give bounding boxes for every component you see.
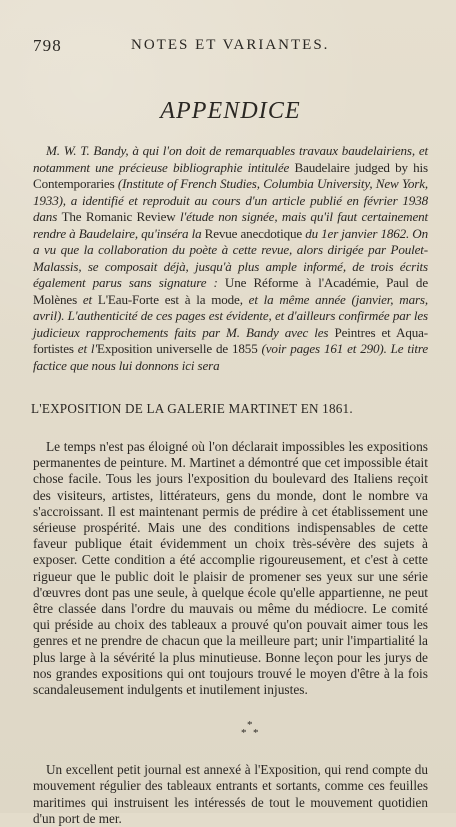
appendix-title: APPENDICE: [160, 98, 301, 124]
intro-work-title-2: L'Eau-Forte est à la mode: [97, 291, 240, 307]
intro-journal-title: The Romanic Review: [61, 209, 176, 224]
article-title: L'EXPOSITION DE LA GALERIE MARTINET EN 1861.: [31, 401, 353, 416]
intro-work-title-3: Peintres et Aqua-fortistes: [33, 324, 428, 356]
article-paragraph: Le temps n'est pas éloigné où l'on déclarait impossibles les expositions permanentes de peinture. M. Martinet a démontré que cet impossible était chose facile. Tous les jours l'exposition du boulevard des Italiens reçoit des visiteurs, artistes, littérateurs, gens du monde, dont le nombre va s'accroissant. Il est maintenant permis de prédire à cet établissement une sérieuse prospérité. Mais une des conditions indispensables de cette faveur publique était évidemment un choix très-sévère des sujets à exposer. Cette condition a été accomplie rigoureusement, et c'est à cette rigueur que le public doit le plaisir de promener ses yeux sur une série d'œuvres dont pas une seule, à quelque école qu'elle appartienne, ne peut être classée dans l'ordre du mauvais ou même du médiocre. Le comité qui préside au choix des tableaux a prouvé qu'on pouvait aimer tous les genres et ne prendre de chacun que la meilleure part; unir l'impartialité la plus large à la sévérité la plus minutieuse. Bonne leçon pour les jurys de nos grandes expositions qui ont toujours trouvé le moyen d'être à la fois scandaleusement indulgents et inutilement injustes.: [33, 439, 428, 698]
intro-paragraph: [33, 143, 428, 374]
intro-book-title: Baudelaire judged by his Contemporaries: [33, 159, 428, 191]
intro-text-2: (Institute of French Studies, Columbia University, New York, 1933), a identifié et reproduit au cours d'un article publié en février 1938 dans: [33, 176, 428, 224]
separator-star-right: *: [253, 727, 259, 740]
intro-revue-title: Revue anecdotique: [204, 225, 303, 241]
intro-work-title-4: Exposition universelle de 1855: [97, 341, 258, 356]
page-number: 798: [33, 36, 62, 55]
intro-text-6: , et la même année (janvier, mars, avril). L'authenticité de ces pages est évidente, et d'ailleurs confirmée par les judicieux rapprochements faits par M. Bandy avec les: [33, 291, 428, 340]
followup-paragraph: Un excellent petit journal est annexé à l'Exposition, qui rend compte du mouvement régulier des tableaux entrants et sortants, comme ces feuilles maritimes qui instruisent les intéressés de tout le mouvement quotidien d'un port de mer.: [33, 762, 428, 826]
separator-star-top: *: [247, 719, 253, 732]
intro-text-5: et: [77, 291, 98, 307]
intro-text-1: M. W. T. Bandy, à qui l'on doit de remarquables travaux baudelairiens, et notamment une précieuse bibliographie intitulée: [33, 143, 428, 175]
followup-section: [33, 762, 428, 827]
appendix-intro: [33, 143, 428, 374]
intro-text-8: (voir pages 161 et 290). Le titre factice que nous lui donnons ici sera: [33, 341, 428, 373]
section-separator: [33, 720, 428, 744]
article-body: [33, 439, 428, 698]
intro-text-4: du 1er janvier 1862. On a vu que la collaboration du poète à cette revue, alors dirigée par Poulet-Malassis, se composait déjà, jusqu'à plus ample informé, de trois écrits également parus sans signature :: [33, 225, 429, 290]
intro-text-7: et l': [73, 341, 98, 356]
intro-text-3: l'étude non signée, mais qu'il faut certainement rendre à Baudelaire, qu'inséra la: [33, 209, 428, 241]
running-head: [33, 30, 428, 64]
intro-work-title-1: Une Réforme à l'Académie, Paul de Molènes: [33, 275, 428, 307]
separator-star-left: *: [241, 727, 247, 740]
running-title: NOTES ET VARIANTES.: [131, 37, 330, 53]
